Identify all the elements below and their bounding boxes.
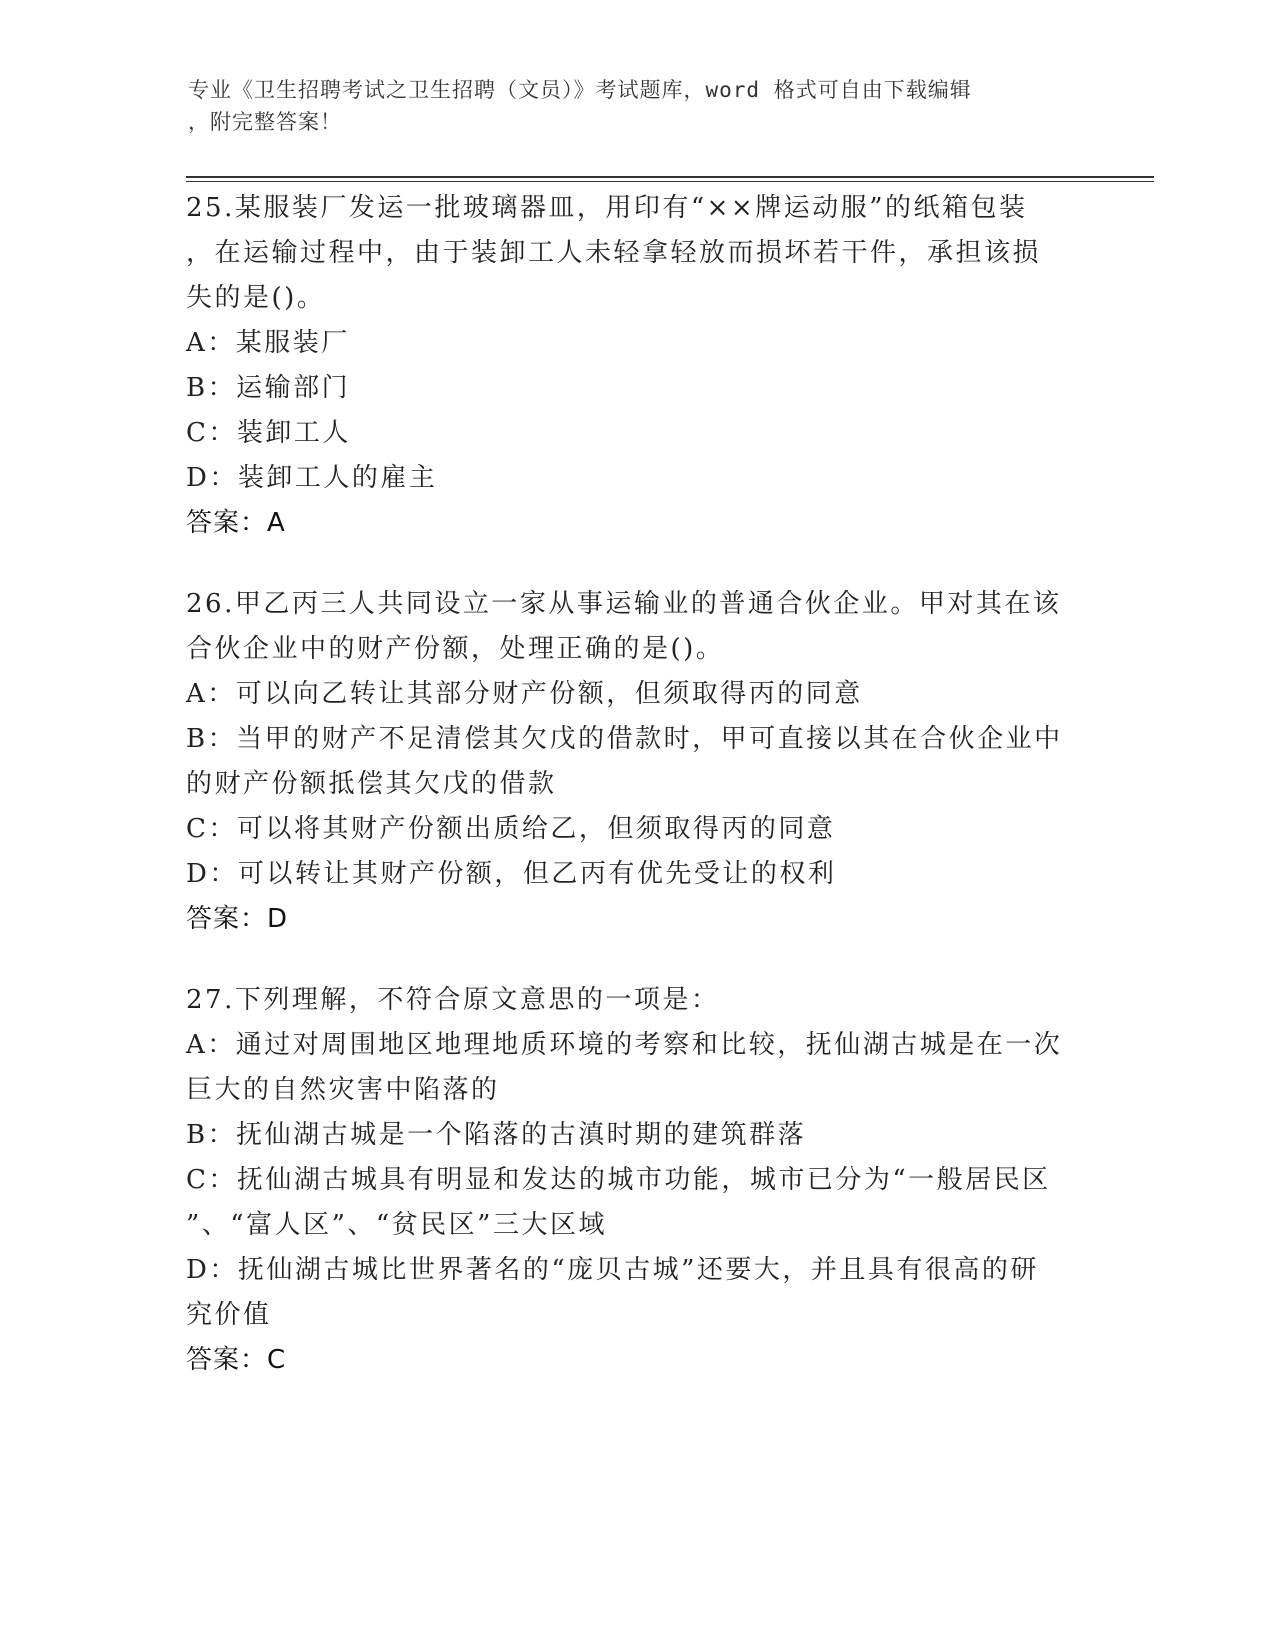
option-b	[186, 717, 1081, 807]
question-stem	[186, 186, 1081, 321]
header-divider	[186, 176, 1154, 178]
option-line: ”、“富人区”、“贫民区”三大区域	[186, 1210, 607, 1240]
answer: 答案：A	[186, 508, 286, 538]
option-d: D：可以转让其财产份额，但乙丙有优先受让的权利	[186, 859, 837, 889]
stem-line: ，在运输过程中，由于装卸工人未轻拿轻放而损坏若干件，承担该损	[186, 238, 1042, 268]
option-d: D：装卸工人的雇主	[186, 463, 438, 493]
option-c	[186, 1158, 1081, 1248]
question-list	[186, 186, 1081, 1419]
option-d	[186, 1248, 1081, 1338]
page-header	[188, 74, 1068, 138]
question-27	[186, 978, 1081, 1383]
header-line-1: 专业《卫生招聘考试之卫生招聘（文员）》考试题库，word 格式可自由下载编辑	[188, 78, 972, 102]
option-line: D：抚仙湖古城比世界著名的“庞贝古城”还要大，并且具有很高的研	[186, 1255, 1039, 1285]
option-a: A：某服装厂	[186, 328, 350, 358]
question-stem	[186, 978, 1081, 1023]
answer: 答案：D	[186, 904, 289, 934]
stem-line: 26.甲乙丙三人共同设立一家从事运输业的普通合伙企业。甲对其在该	[186, 589, 1062, 619]
option-line: 巨大的自然灾害中陷落的	[186, 1075, 500, 1105]
option-c: C：可以将其财产份额出质给乙，但须取得丙的同意	[186, 814, 836, 844]
question-stem	[186, 582, 1081, 672]
option-line: B：当甲的财产不足清偿其欠戊的借款时，甲可直接以其在合伙企业中	[186, 724, 1063, 754]
stem-line: 失的是()。	[186, 283, 326, 313]
option-a	[186, 1023, 1081, 1113]
stem-line: 27.下列理解，不符合原文意思的一项是：	[186, 985, 720, 1015]
question-26	[186, 582, 1081, 942]
option-b: B：抚仙湖古城是一个陷落的古滇时期的建筑群落	[186, 1120, 807, 1150]
stem-line: 25.某服装厂发运一批玻璃器皿，用印有“××牌运动服”的纸箱包装	[186, 193, 1028, 223]
option-c: C：装卸工人	[186, 418, 351, 448]
option-line: 的财产份额抵偿其欠戊的借款	[186, 769, 557, 799]
option-line: C：抚仙湖古城具有明显和发达的城市功能，城市已分为“一般居民区	[186, 1165, 1051, 1195]
header-line-2: ，附完整答案！	[188, 110, 342, 134]
header-divider-thin	[186, 181, 1154, 182]
answer: 答案：C	[186, 1345, 287, 1375]
option-line: 究价值	[186, 1300, 272, 1330]
option-a: A：可以向乙转让其部分财产份额，但须取得丙的同意	[186, 679, 863, 709]
option-b: B：运输部门	[186, 373, 351, 403]
question-25	[186, 186, 1081, 546]
option-line: A：通过对周围地区地理地质环境的考察和比较，抚仙湖古城是在一次	[186, 1030, 1063, 1060]
stem-line: 合伙企业中的财产份额，处理正确的是()。	[186, 634, 725, 664]
